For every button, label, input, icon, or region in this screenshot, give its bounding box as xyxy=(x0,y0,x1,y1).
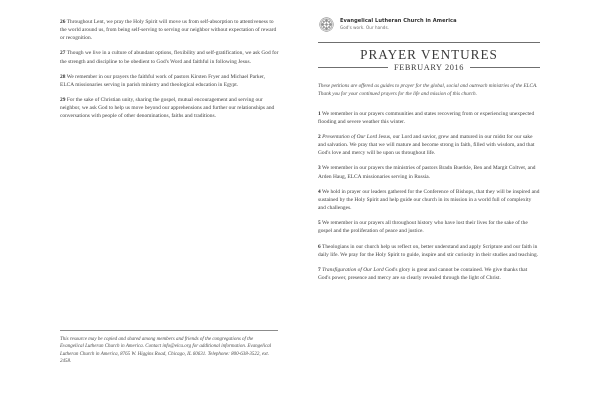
prayer-entry-number: 6 xyxy=(318,243,321,250)
prayer-entry-text: God's glory is great and cannot be contained. We give thanks that God's power, presence and mercy are so clearly revealed through the light of Christ. xyxy=(318,267,528,282)
prayer-entry-text: We hold in prayer our leaders gathered for the Conference of Bishops, that they will be inspired and sustained by the Holy Spirit and help guide our church in its mission in a world full of complexity and challenges. xyxy=(318,188,540,211)
left-column xyxy=(60,18,280,128)
page-title: PRAYER VENTURES xyxy=(360,47,498,62)
prayer-entry xyxy=(60,49,280,65)
brand-text xyxy=(340,17,457,32)
elca-cross-rosette-icon xyxy=(318,16,335,33)
footer-block xyxy=(60,330,278,366)
prayer-entry xyxy=(60,96,280,120)
footer-copyright-text: This resource may be copied and shared among members and friends of the congregations of the Evangelical Lutheran Church in America. Contact info@elca.org for additional information. Evangelical Lutheran Church in America, 8765 W. Higgins Road, Chicago, IL 60631. Telephone: 800-638-3522, ext. 2458. xyxy=(60,337,272,365)
prayer-entry-text: Jesus, our Lord and savior, grew and matured in our midst for our sake and salvation. We pray that we will mature and become strong in faith, filled with wisdom, and that God's love and mercy will be upon us throughout life. xyxy=(318,133,535,157)
prayer-entry-text: We remember in our prayers the ministries of pastors Bradn Buerkle, Ben and Margit Coltvet, and Arden Haug, ELCA missionaries serving in Russia. xyxy=(318,165,536,180)
prayer-entry-text: We remember in our prayers communities and states recovering from or experiencing unexpected flooding and severe weather this winter. xyxy=(318,110,535,125)
prayer-entry-text: We remember in our prayers the faithful work of pastors Kirsten Fryer and Michael Parker, ELCA missionaries serving in parish ministry and theological education in Egypt. xyxy=(60,73,265,88)
masthead-rule-left xyxy=(318,67,388,68)
left-prayer-list xyxy=(60,18,280,121)
prayer-entry-text: Throughout Lent, we pray the Holy Spirit will move us from self-absorption to attentiveness to the world around us, from being self-serving to serving our neighbor without expectation of reward or recognition. xyxy=(60,19,277,42)
prayer-entry-number: 1 xyxy=(318,110,321,117)
masthead-rule-right xyxy=(470,67,540,68)
intro-paragraph: These petitions are offered as guides to prayer for the global, social and outreach ministries of the ELCA. Thank you for your continued prayers for the life and mission of this church. xyxy=(318,83,538,97)
prayer-entry-text: We remember in our prayers all throughout history who have lost their lives for the sake of the gospel and the proliferation of peace and justice. xyxy=(318,220,528,235)
prayer-entry xyxy=(318,188,540,212)
prayer-entry-number: 4 xyxy=(318,188,321,195)
organization-name: Evangelical Lutheran Church in America xyxy=(340,18,457,25)
organization-tagline: God's work. Our hands. xyxy=(340,25,389,31)
prayer-entry xyxy=(318,133,540,157)
prayer-entry-text: For the sake of Christian unity, sharing the gospel, mutual encouragement and serving our neighbor, we ask God to help us move beyond our apprehensions and further our relationships and conversations with people of other denominations, faiths and traditions. xyxy=(60,97,275,120)
prayer-entry xyxy=(318,164,540,180)
prayer-entry-number: 3 xyxy=(318,165,321,172)
brand-lockup xyxy=(318,16,540,33)
footer-divider xyxy=(60,330,278,331)
prayer-entry-number: 7 xyxy=(318,267,321,274)
prayer-entry xyxy=(318,243,540,259)
prayer-entry-number: 28 xyxy=(60,73,66,80)
masthead-subtitle-row xyxy=(318,63,540,72)
prayer-entry-text: Theologians in our church help us reflect on, better understand and apply Scripture and our faith in daily life. We pray for the Holy Spirit to guide, inspire and stir curiosity in their studies and teaching. xyxy=(318,243,539,258)
prayer-entry-number: 27 xyxy=(60,50,66,57)
prayer-entry xyxy=(60,73,280,89)
prayer-entry-feast-day: Transfiguration of Our Lord xyxy=(322,267,384,274)
masthead xyxy=(318,42,540,72)
right-prayer-list xyxy=(318,110,540,283)
prayer-entry xyxy=(318,266,540,282)
prayer-entry-feast-day: Presentation of Our Lord xyxy=(322,133,378,140)
prayer-entry xyxy=(60,18,280,42)
issue-date: FEBRUARY 2016 xyxy=(394,63,464,72)
prayer-entry-text: Though we live in a culture of abundant options, flexibility and self-gratification, we ask God for the strength and discipline to be obedient to God's Word and faithful in following Jesus. xyxy=(60,50,279,65)
prayer-entry-number: 29 xyxy=(60,97,66,104)
prayer-entry-number: 26 xyxy=(60,19,66,25)
right-column xyxy=(318,16,540,289)
prayer-entry-number: 5 xyxy=(318,220,321,227)
prayer-entry xyxy=(318,110,540,126)
prayer-entry xyxy=(318,219,540,235)
masthead-top-rule xyxy=(318,42,540,43)
prayer-entry-number: 2 xyxy=(318,133,321,140)
